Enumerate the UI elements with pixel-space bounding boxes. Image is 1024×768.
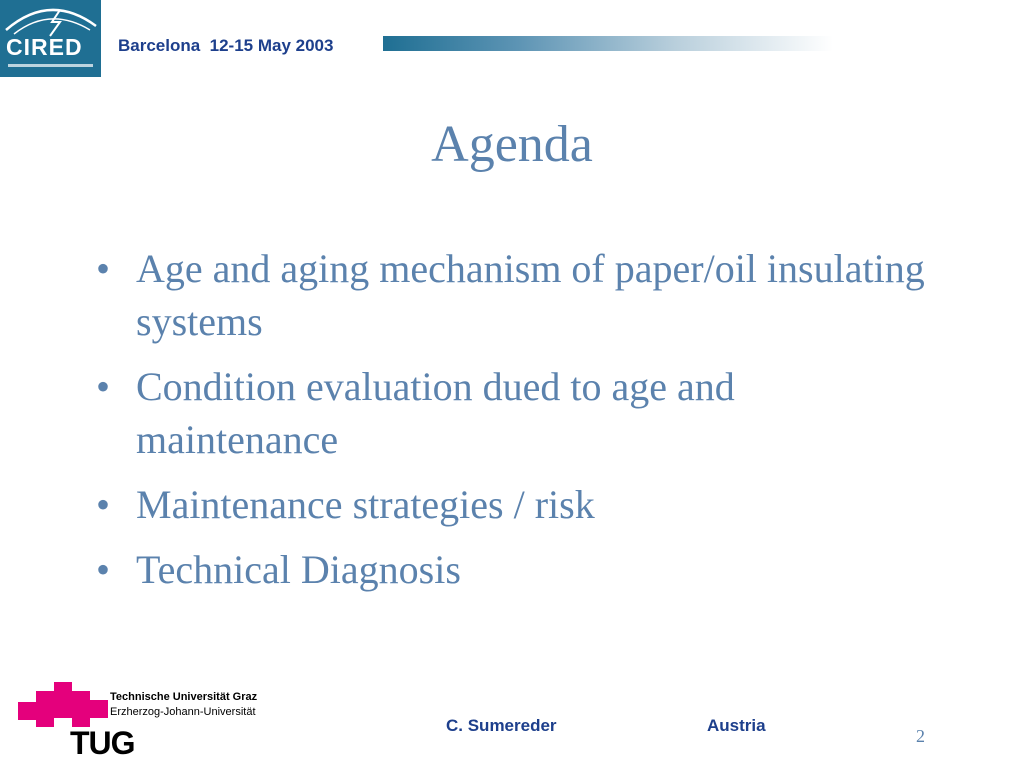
university-subtitle: Erzherzog-Johann-Universität <box>110 706 256 718</box>
agenda-item <box>96 543 936 596</box>
bullet-icon: • <box>96 547 111 592</box>
agenda-item-text: Age and aging mechanism of paper/oil insulating systems <box>136 246 925 344</box>
slide-title: Agenda <box>431 116 593 173</box>
cired-logo <box>0 0 101 77</box>
footer-country: Austria <box>707 716 766 735</box>
agenda-item-text: Technical Diagnosis <box>136 547 461 592</box>
page-number: 2 <box>916 726 925 746</box>
university-name: Technische Universität Graz <box>110 691 258 703</box>
bullet-icon: • <box>96 364 111 409</box>
header-gradient-bar <box>383 36 833 51</box>
university-abbr: TUG <box>70 725 135 761</box>
cired-logo-text: CIRED <box>6 34 83 60</box>
agenda-item-text: Condition evaluation dued to age and maintenance <box>136 364 735 462</box>
agenda-item-text: Maintenance strategies / risk <box>136 482 595 527</box>
footer-author: C. Sumereder <box>446 716 557 735</box>
agenda-item <box>96 360 936 466</box>
bullet-icon: • <box>96 482 111 527</box>
agenda-item <box>96 478 936 531</box>
agenda-list <box>96 242 936 608</box>
event-label: Barcelona 12-15 May 2003 <box>118 36 334 55</box>
bullet-icon: • <box>96 246 111 291</box>
agenda-item <box>96 242 936 348</box>
